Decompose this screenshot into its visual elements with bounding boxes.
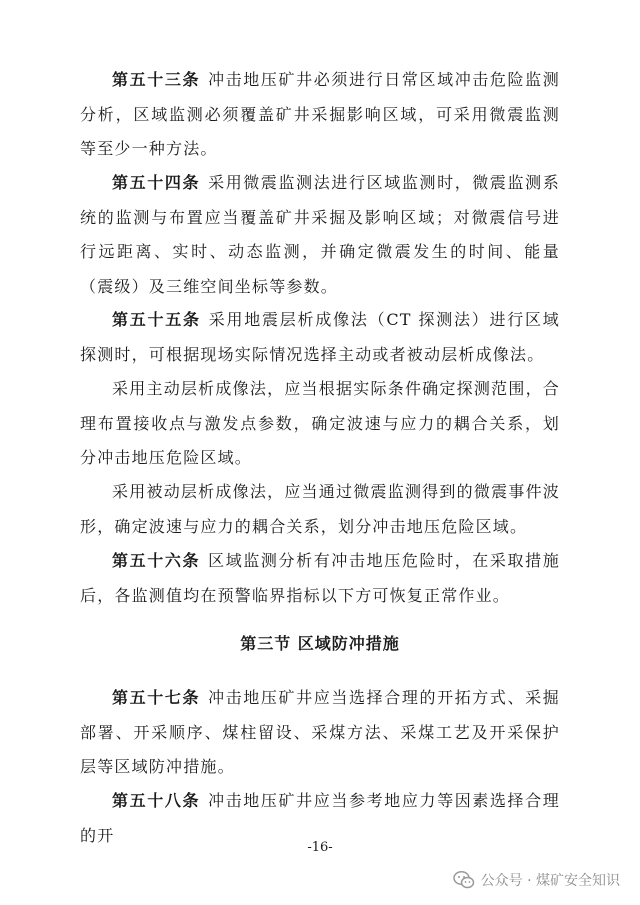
article-57 bbox=[80, 681, 560, 785]
article-53 bbox=[80, 63, 560, 167]
article-55 bbox=[80, 303, 560, 372]
article-text: 冲击地压矿井应当参考地应力等因素选择合理的开 bbox=[80, 791, 560, 845]
paragraph-active-ct: 采用主动层析成像法，应当根据实际条件确定探测范围，合理布置接收点与激发点参数，确定波速与应力的耦合关系，划分冲击地压危险区域。 bbox=[80, 379, 560, 467]
article-text: 采用地震层析成像法（CT 探测法）进行区域探测时，可根据现场实际情况选择主动或者被动层析成像法。 bbox=[80, 310, 560, 364]
article-56 bbox=[80, 544, 560, 613]
article-text: 冲击地压矿井必须进行日常区域冲击危险监测分析，区域监测必须覆盖矿井采掘影响区域，可采用微震监测等至少一种方法。 bbox=[80, 70, 560, 158]
page-number: -16- bbox=[307, 840, 333, 855]
article-number: 第五十四条 bbox=[112, 173, 201, 192]
watermark bbox=[453, 870, 620, 890]
article-text: 冲击地压矿井应当选择合理的开拓方式、采掘部署、开采顺序、煤柱留设、采煤方法、采煤工艺及开采保护层等区域防冲措施。 bbox=[80, 688, 560, 776]
article-54 bbox=[80, 166, 560, 304]
article-number: 第五十五条 bbox=[112, 310, 201, 329]
article-text: 区域监测分析有冲击地压危险时，在采取措施后，各监测值均在预警临界指标以下方可恢复正常作业。 bbox=[80, 551, 560, 605]
article-number: 第五十八条 bbox=[112, 791, 201, 810]
watermark-text: 公众号 · 煤矿安全知识 bbox=[480, 873, 620, 889]
article-number: 第五十三条 bbox=[112, 70, 201, 89]
paragraph-passive-ct: 采用被动层析成像法，应当通过微震监测得到的微震事件波形，确定波速与应力的耦合关系，划分冲击地压危险区域。 bbox=[80, 482, 560, 536]
article-number: 第五十七条 bbox=[112, 688, 201, 707]
wechat-icon bbox=[453, 870, 475, 890]
article-number: 第五十六条 bbox=[112, 551, 201, 570]
article-text: 采用微震监测法进行区域监测时，微震监测系统的监测与布置应当覆盖矿井采掘及影响区域；对微震信号进行远距离、实时、动态监测，并确定微震发生的时间、能量（震级）及三维空间坐标等参数。 bbox=[80, 173, 560, 296]
section-heading: 第三节 区域防冲措施 bbox=[240, 634, 400, 653]
